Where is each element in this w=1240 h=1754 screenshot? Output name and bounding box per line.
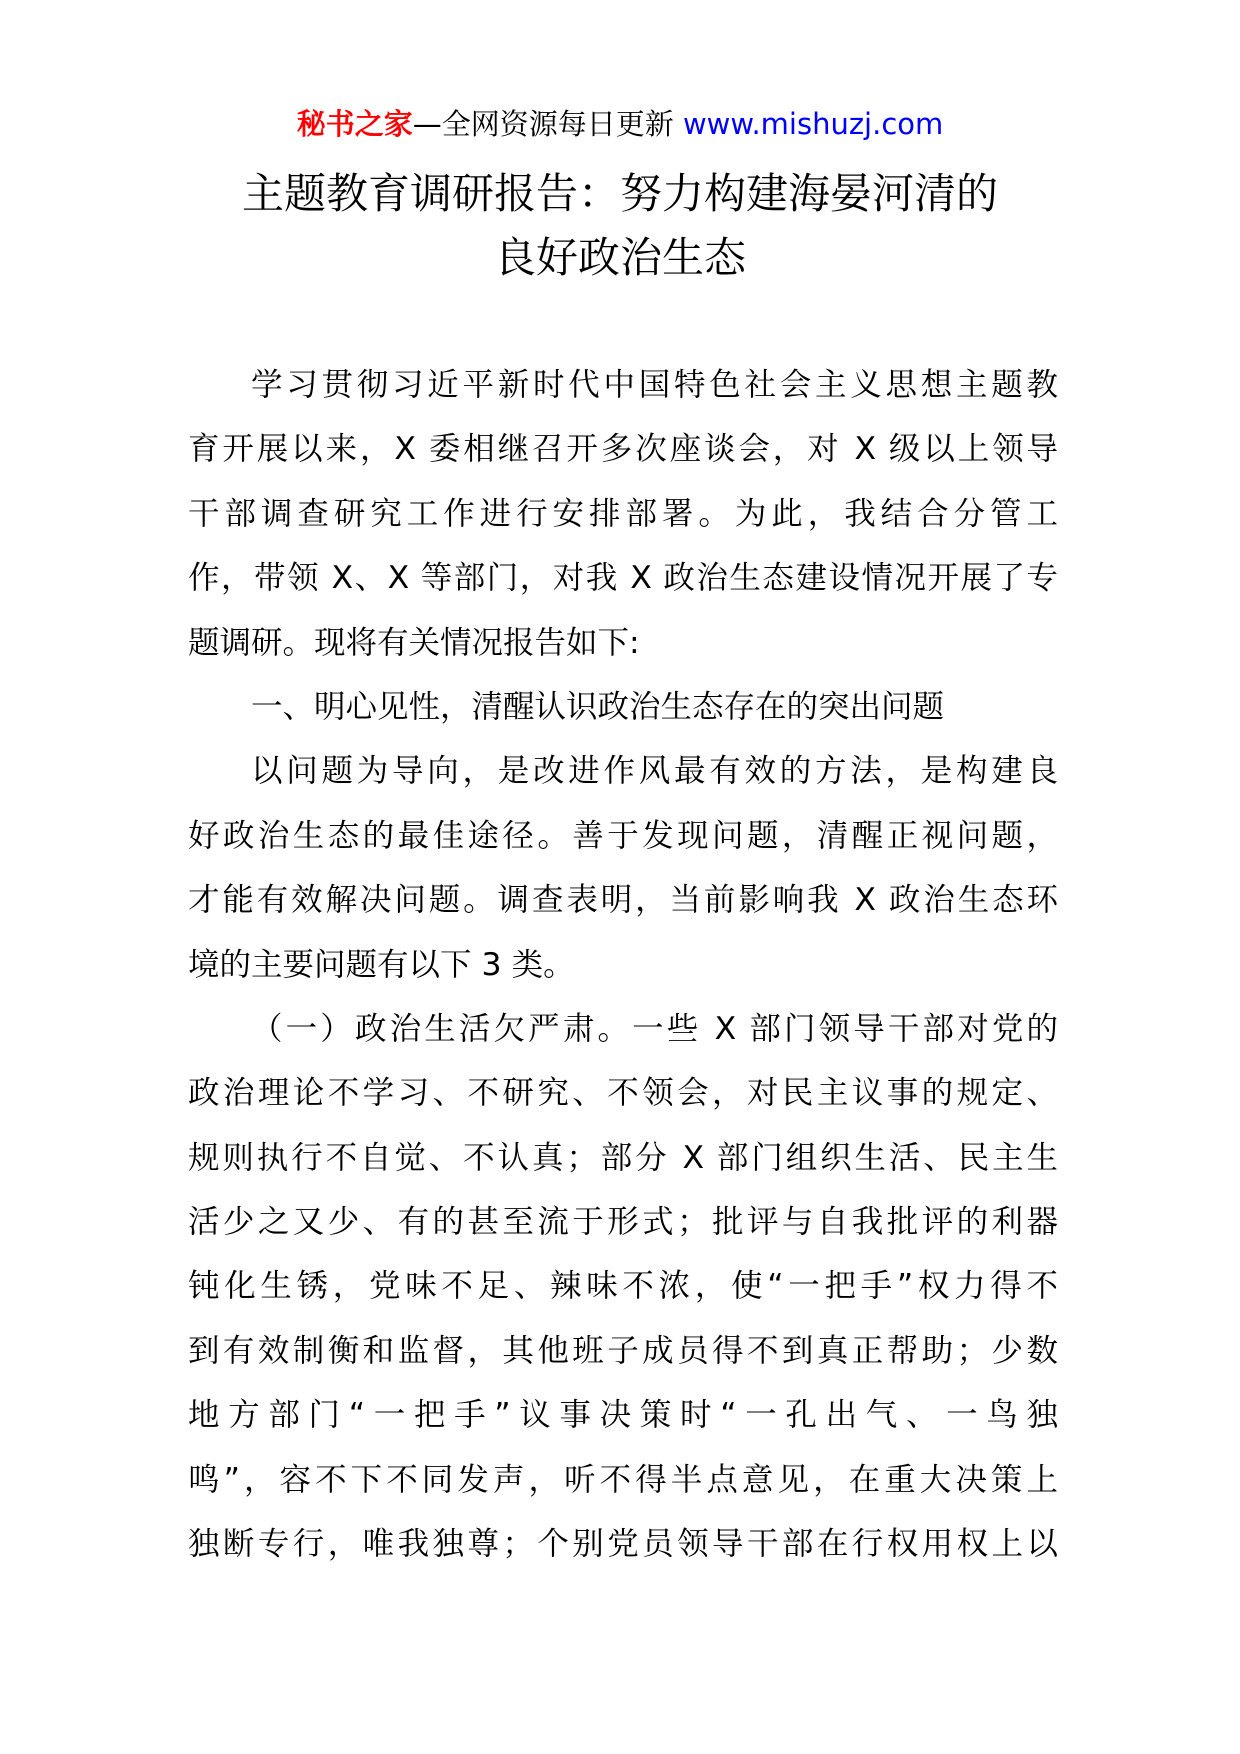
body-line: 鸣”，容不下不同发声，听不得半点意见，在重大决策上: [188, 1461, 1058, 1498]
body-line: 学习贯彻习近平新时代中国特色社会主义思想主题教: [251, 367, 1058, 403]
body-line: 独断专行，唯我独尊；个别党员领导干部在行权用权上以: [188, 1526, 1058, 1563]
title-line-1: 主题教育调研报告：努力构建海晏河清的: [241, 169, 998, 218]
header-tagline: —全网资源每日更新: [412, 107, 683, 141]
body-line: 规则执行不自觉、不认真；部分 X 部门组织生活、民主生: [188, 1139, 1058, 1176]
document-title: [120, 162, 1120, 290]
body-line: 以问题为导向，是改进作风最有效的方法，是构建良: [251, 753, 1058, 790]
site-url-link[interactable]: www.mishuzj.com: [682, 107, 944, 141]
document-body: [188, 353, 1058, 1576]
title-line-2: 良好政治生态: [493, 233, 746, 282]
body-line: 作，带领 X、X 等部门，对我 X 政治生态建设情况开展了专: [188, 560, 1058, 597]
body-line: 活少之又少、有的甚至流于形式；批评与自我批评的利器: [188, 1204, 1058, 1241]
body-line: 到有效制衡和监督，其他班子成员得不到真正帮助；少数: [188, 1332, 1058, 1369]
body-line: 题调研。现将有关情况报告如下:: [188, 624, 640, 661]
body-line: 境的主要问题有以下 3 类。: [188, 946, 575, 983]
section-heading: 一、明心见性，清醒认识政治生态存在的突出问题: [251, 688, 945, 725]
body-line: 干部调查研究工作进行安排部署。为此，我结合分管工: [188, 495, 1058, 532]
body-line: （一）政治生活欠严肃。一些 X 部门领导干部对党的: [251, 1010, 1058, 1047]
site-header: [0, 100, 1240, 148]
body-line: 地方部门“一把手”议事决策时“一孔出气、一鸟独: [188, 1397, 1058, 1434]
body-line: 才能有效解决问题。调查表明，当前影响我 X 政治生态环: [188, 882, 1058, 919]
body-line: 政治理论不学习、不研究、不领会，对民主议事的规定、: [188, 1075, 1058, 1112]
brand-name: 秘书之家: [296, 107, 413, 141]
body-line: 钝化生锈，党味不足、辣味不浓，使“一把手”权力得不: [188, 1268, 1058, 1305]
body-line: 好政治生态的最佳途径。善于发现问题，清醒正视问题，: [188, 817, 1058, 854]
body-line: 育开展以来，X 委相继召开多次座谈会，对 X 级以上领导: [188, 431, 1058, 468]
